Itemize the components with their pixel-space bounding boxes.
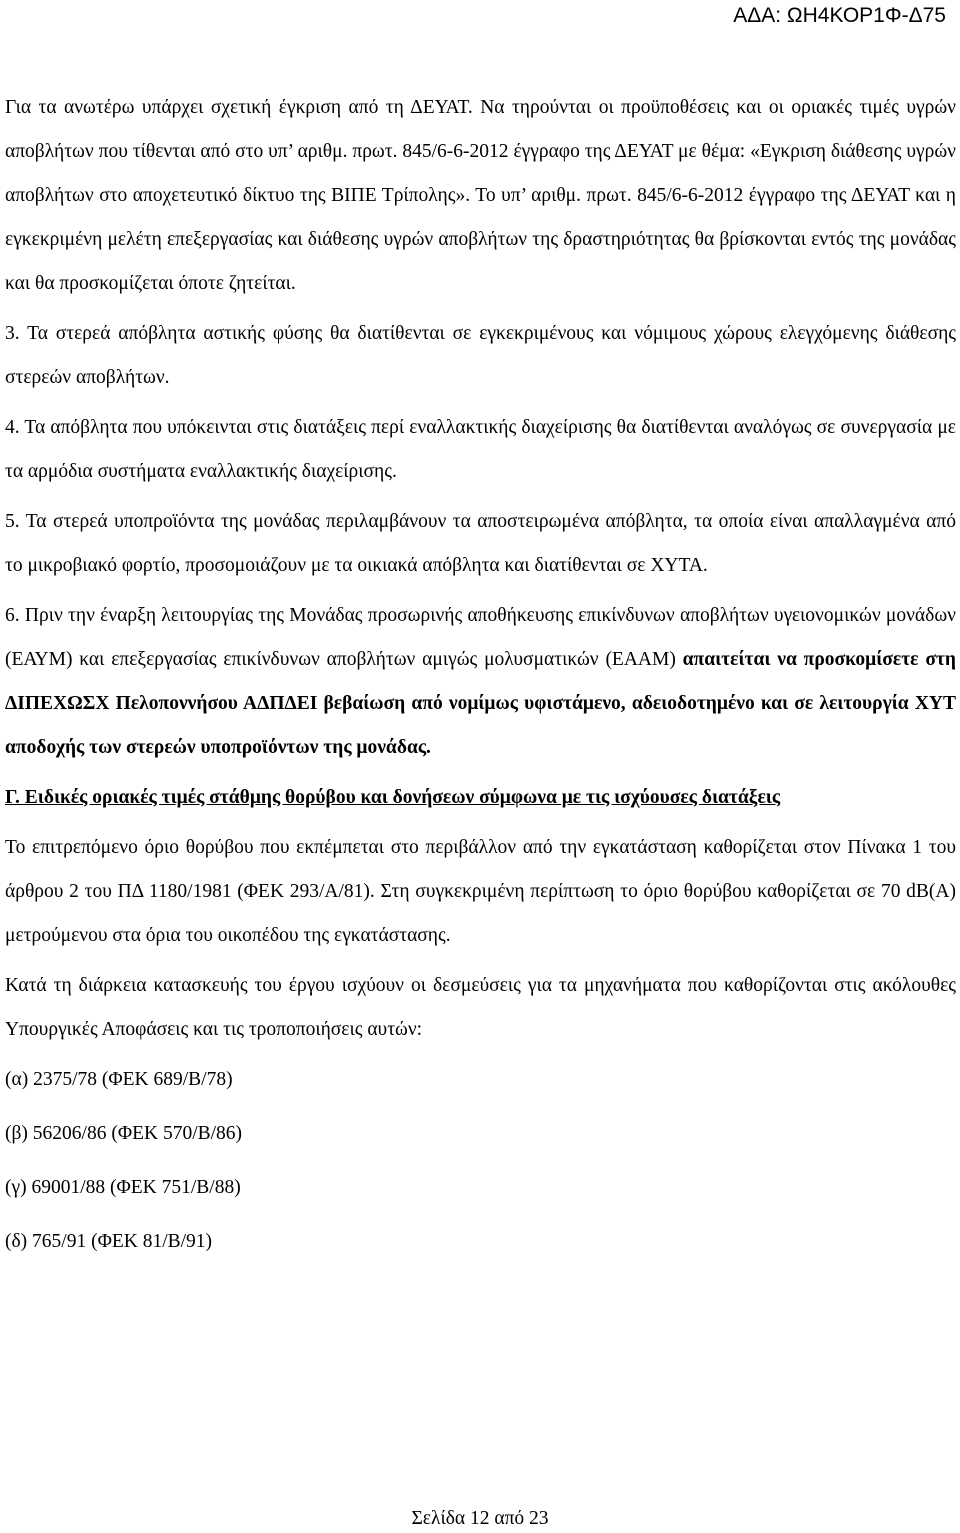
- list-item: (α) 2375/78 (ΦΕΚ 689/Β/78): [5, 1069, 233, 1090]
- paragraph-5: 5. Τα στερεά υποπροϊόντα της μονάδας περιλαμβάνουν τα αποστειρωμένα απόβλητα, τα οποία είναι απαλλαγμένα από το μικροβιακό φορτίο, προσομοιάζουν με τα οικιακά απόβλητα και διατίθενται σε ΧΥΤΑ.: [5, 511, 956, 576]
- document-body: [5, 86, 956, 1274]
- paragraph-4: 4. Τα απόβλητα που υπόκεινται στις διατάξεις περί εναλλακτικής διαχείρισης θα διατίθενται αναλόγως σε συνεργασία με τα αρμόδια συστήματα εναλλακτικής διαχείρισης.: [5, 417, 956, 482]
- list-item: (β) 56206/86 (ΦΕΚ 570/Β/86): [5, 1123, 243, 1144]
- paragraph-6-text: 6. Πριν την έναρξη λειτουργίας της Μονάδας προσωρινής αποθήκευσης επικίνδυνων αποβλήτων υγειονομικών μονάδων (ΕΑΥΜ) και επεξεργασίας επικίνδυνων αποβλήτων αμιγώς μολυσματικών (ΕΑΑΜ): [5, 605, 956, 670]
- ada-code: ΑΔΑ: ΩΗ4ΚΟΡ1Φ-Δ75: [733, 4, 946, 27]
- paragraph-intro: Για τα ανωτέρω υπάρχει σχετική έγκριση από τη ΔΕΥΑΤ. Να τηρούνται οι προϋποθέσεις και οι οριακές τιμές υγρών αποβλήτων που τίθενται από στο υπ’ αριθμ. πρωτ. 845/6-6-2012 έγγραφο της ΔΕΥΑΤ με θέμα: «Εγκριση διάθεσης υγρών αποβλήτων στο αποχετευτικό δίκτυο της ΒΙΠΕ Τρίπολης». Το υπ’ αριθμ. πρωτ. 845/6-6-2012 έγγραφο της ΔΕΥΑΤ και η εγκεκριμένη μελέτη επεξεργασίας και διάθεσης υγρών αποβλήτων της δραστηριότητας θα βρίσκονται εντός της μονάδας και θα προσκομίζεται όποτε ζητείται.: [5, 97, 956, 294]
- paragraph-construction: Κατά τη διάρκεια κατασκευής του έργου ισχύουν οι δεσμεύσεις για τα μηχανήματα που καθορίζονται στις ακόλουθες Υπουργικές Αποφάσεις και τις τροποποιήσεις αυτών:: [5, 975, 956, 1040]
- list-item: (γ) 69001/88 (ΦΕΚ 751/Β/88): [5, 1177, 241, 1198]
- paragraph-6-bold-text: απαιτείται να προσκομίσετε στη ΔΙΠΕΧΩΣΧ Πελοποννήσου ΑΔΠΔΕΙ βεβαίωση από νομίμως υφιστάμενο, αδειοδοτημένο και σε λειτουργία ΧΥΤ αποδοχής των στερεών υποπροϊόντων της μονάδας.: [5, 649, 956, 758]
- section-g-heading: Γ. Ειδικές οριακές τιμές στάθμης θορύβου και δονήσεων σύμφωνα με τις ισχύουσες διατάξεις: [5, 787, 781, 808]
- paragraph-6: [5, 594, 956, 770]
- paragraph-noise-limit: Το επιτρεπόμενο όριο θορύβου που εκπέμπεται στο περιβάλλον από την εγκατάσταση καθορίζεται στον Πίνακα 1 του άρθρου 2 του ΠΔ 1180/1981 (ΦΕΚ 293/Α/81). Στη συγκεκριμένη περίπτωση το όριο θορύβου καθορίζεται σε 70 dB(A) μετρούμενου στα όρια του οικοπέδου της εγκατάστασης.: [5, 837, 956, 946]
- page-number: Σελίδα 12 από 23: [411, 1508, 549, 1529]
- list-item: (δ) 765/91 (ΦΕΚ 81/Β/91): [5, 1231, 213, 1252]
- paragraph-3: 3. Τα στερεά απόβλητα αστικής φύσης θα διατίθενται σε εγκεκριμένους και νόμιμους χώρους ελεγχόμενης διάθεσης στερεών αποβλήτων.: [5, 323, 956, 388]
